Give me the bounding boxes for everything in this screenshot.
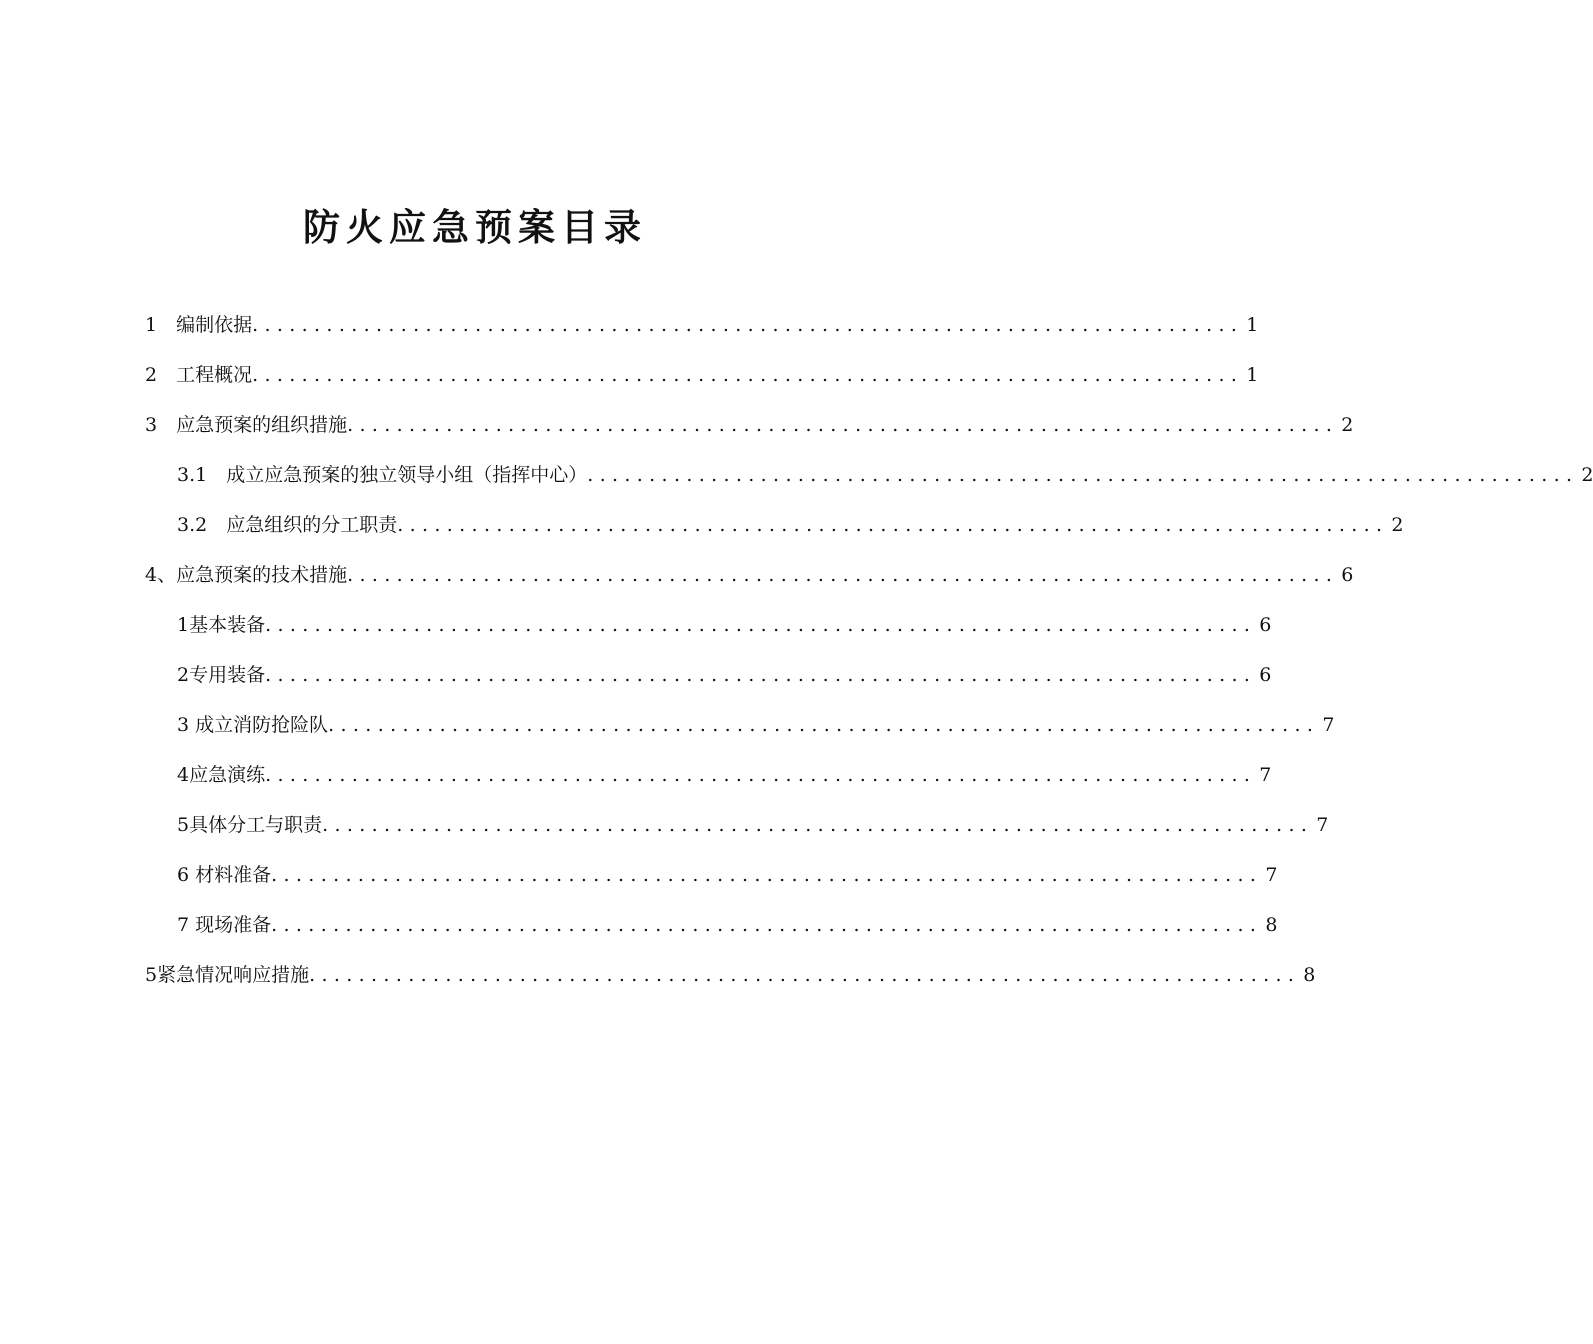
toc-dot-leader: ................................................................................ <box>265 614 1257 636</box>
toc-subentry[interactable] <box>177 500 1404 550</box>
toc-page-number: 6 <box>1259 664 1272 686</box>
toc-entry-title: 1 编制依据 <box>145 314 253 336</box>
toc-dot-leader: ................................................................................ <box>347 414 1339 436</box>
toc-dot-leader: ................................................................................ <box>271 914 1263 936</box>
toc-page-number: 7 <box>1322 714 1335 736</box>
toc-subentry[interactable] <box>177 850 1278 900</box>
toc-subentry[interactable] <box>177 900 1278 950</box>
toc-entry-title: 3.2 应急组织的分工职责 <box>177 514 398 536</box>
toc-entry-title: 6 材料准备 <box>177 864 272 886</box>
toc-dot-leader: ................................................................................ <box>265 764 1257 786</box>
toc-subentry[interactable] <box>177 800 1329 850</box>
toc-dot-leader: ................................................................................ <box>309 964 1301 986</box>
toc-subentry[interactable] <box>177 700 1335 750</box>
toc-entry[interactable] <box>145 350 1259 400</box>
toc-entry-title: 7 现场准备 <box>177 914 272 936</box>
toc-page-number: 1 <box>1246 314 1259 336</box>
toc-entry-title: 5具体分工与职责 <box>177 814 323 836</box>
toc-dot-leader: ................................................................................ <box>252 314 1244 336</box>
toc-page-number: 8 <box>1265 914 1278 936</box>
page-title: 防火应急预案目录 <box>303 206 647 249</box>
toc-entry-title: 3.1 成立应急预案的独立领导小组（指挥中心） <box>177 464 588 486</box>
toc-entry-title: 1基本装备 <box>177 614 266 636</box>
toc-page-number: 7 <box>1259 764 1272 786</box>
toc-subentry[interactable] <box>177 450 1593 500</box>
toc-entry-title: 5紧急情况响应措施 <box>145 964 310 986</box>
toc-entry[interactable] <box>145 300 1259 350</box>
toc-page-number: 2 <box>1581 464 1593 486</box>
toc-subentry[interactable] <box>177 650 1272 700</box>
toc-entry-title: 4应急演练 <box>177 764 266 786</box>
toc-page-number: 6 <box>1341 564 1354 586</box>
toc-page-number: 2 <box>1391 514 1404 536</box>
toc-dot-leader: ................................................................................ <box>265 664 1257 686</box>
toc-dot-leader: ................................................................................ <box>328 714 1320 736</box>
toc-page-number: 7 <box>1316 814 1329 836</box>
toc-dot-leader: ................................................................................ <box>271 864 1263 886</box>
toc-dot-leader: ................................................................................ <box>587 464 1579 486</box>
toc-subentry[interactable] <box>177 600 1272 650</box>
toc-entry[interactable] <box>145 550 1354 600</box>
toc-dot-leader: ................................................................................ <box>397 514 1389 536</box>
toc-page-number: 1 <box>1246 364 1259 386</box>
toc-page-number: 2 <box>1341 414 1354 436</box>
toc-page-number: 6 <box>1259 614 1272 636</box>
toc-entry-title: 4、应急预案的技术措施 <box>145 564 348 586</box>
toc-dot-leader: ................................................................................ <box>347 564 1339 586</box>
toc-entry-title: 3 成立消防抢险队 <box>177 714 329 736</box>
toc-page-number: 7 <box>1265 864 1278 886</box>
toc-entry-title: 2 工程概况 <box>145 364 253 386</box>
toc-dot-leader: ................................................................................ <box>252 364 1244 386</box>
toc-dot-leader: ................................................................................ <box>322 814 1314 836</box>
toc-page-number: 8 <box>1303 964 1316 986</box>
toc-entry[interactable] <box>145 400 1354 450</box>
toc-entry-title: 2专用装备 <box>177 664 266 686</box>
toc-entry-title: 3 应急预案的组织措施 <box>145 414 348 436</box>
toc-subentry[interactable] <box>177 750 1272 800</box>
toc-entry[interactable] <box>145 950 1316 1000</box>
